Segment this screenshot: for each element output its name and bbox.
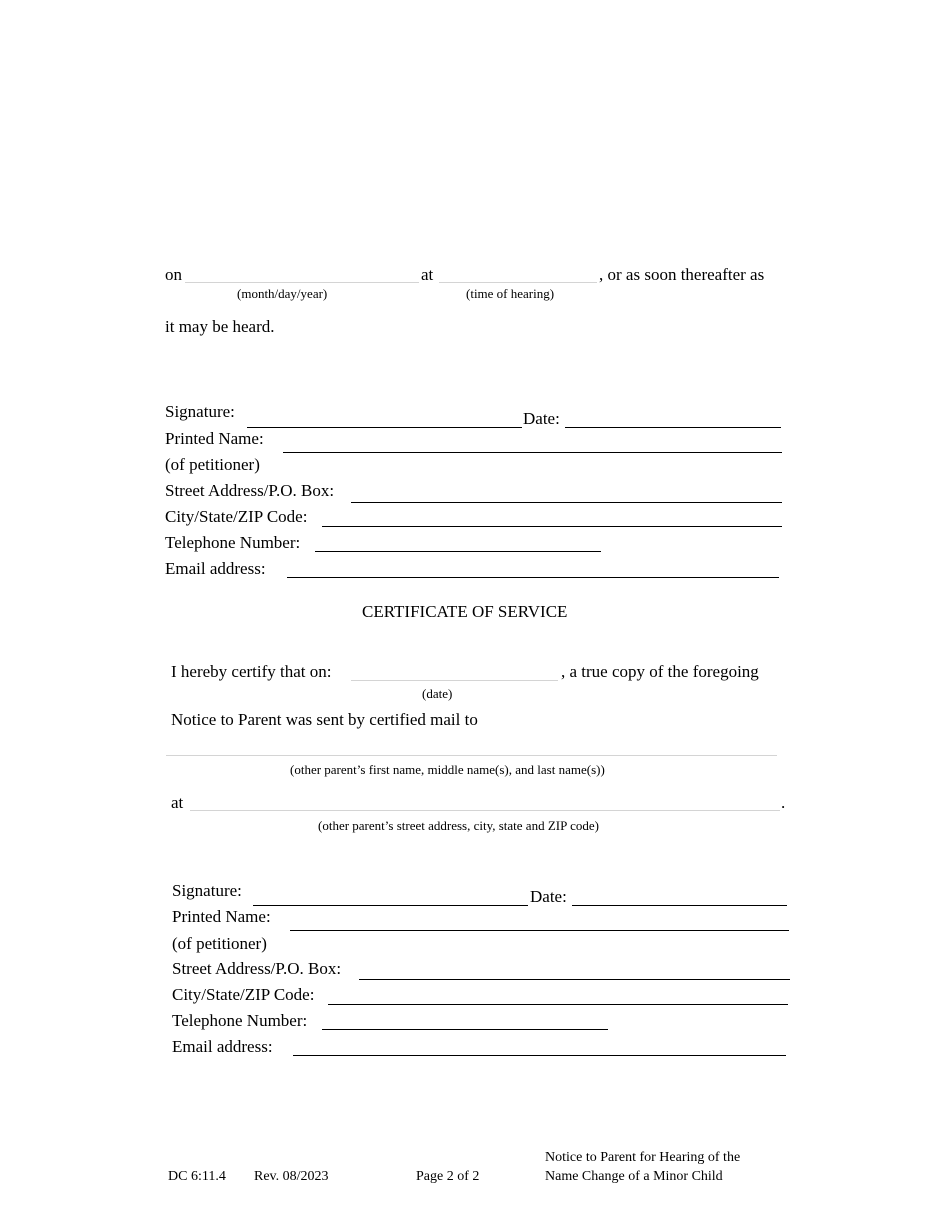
on-label: on — [165, 265, 182, 284]
telephone-label: Telephone Number: — [172, 1011, 308, 1030]
date-field[interactable] — [565, 427, 781, 428]
date-caption: (date) — [422, 686, 453, 701]
street-address-field[interactable] — [359, 979, 790, 980]
printed-name-label: Printed Name: — [172, 907, 271, 926]
certify-text: I hereby certify that on: — [171, 662, 332, 681]
signature-label: Signature: — [172, 881, 242, 900]
month-day-year-caption: (month/day/year) — [237, 286, 328, 301]
email-label: Email address: — [172, 1037, 273, 1056]
email-field[interactable] — [293, 1055, 786, 1056]
street-address-field[interactable] — [351, 502, 782, 503]
printed-name-field[interactable] — [290, 930, 789, 931]
email-field[interactable] — [287, 577, 779, 578]
hearing-date-field[interactable] — [185, 282, 419, 283]
date-field[interactable] — [572, 905, 787, 906]
service-date-field[interactable] — [351, 680, 558, 681]
revision-date: Rev. 08/2023 — [254, 1169, 329, 1184]
signature-field[interactable] — [247, 427, 522, 428]
other-parent-name-field[interactable] — [166, 755, 777, 756]
other-parent-address-caption: (other parent’s street address, city, state and ZIP code) — [318, 818, 599, 833]
true-copy-text: , a true copy of the foregoing — [561, 662, 759, 681]
at-label: at — [421, 265, 434, 284]
street-address-label: Street Address/P.O. Box: — [165, 481, 335, 500]
telephone-field[interactable] — [315, 551, 601, 552]
form-number: DC 6:11.4 — [168, 1169, 226, 1184]
city-state-zip-field[interactable] — [322, 526, 782, 527]
signature-label: Signature: — [165, 402, 235, 421]
of-petitioner-label: (of petitioner) — [172, 934, 267, 953]
telephone-field[interactable] — [322, 1029, 608, 1030]
other-parent-name-caption: (other parent’s first name, middle name(s), and last name(s)) — [290, 762, 605, 777]
of-petitioner-label: (of petitioner) — [165, 455, 260, 474]
printed-name-label: Printed Name: — [165, 429, 264, 448]
city-state-zip-label: City/State/ZIP Code: — [165, 507, 308, 526]
date-label: Date: — [523, 409, 560, 428]
hearing-tail-text: , or as soon thereafter as — [599, 265, 765, 284]
date-label: Date: — [530, 887, 567, 906]
city-state-zip-field[interactable] — [328, 1004, 788, 1005]
telephone-label: Telephone Number: — [165, 533, 301, 552]
printed-name-field[interactable] — [283, 452, 782, 453]
footer-title-line-2: Name Change of a Minor Child — [545, 1169, 723, 1184]
may-be-heard-text: it may be heard. — [165, 317, 275, 336]
certificate-heading: CERTIFICATE OF SERVICE — [362, 602, 568, 621]
address-period: . — [781, 793, 786, 812]
email-label: Email address: — [165, 559, 266, 578]
signature-field[interactable] — [253, 905, 528, 906]
other-parent-address-field[interactable] — [190, 810, 780, 811]
time-of-hearing-caption: (time of hearing) — [466, 286, 555, 301]
hearing-time-field[interactable] — [439, 282, 597, 283]
city-state-zip-label: City/State/ZIP Code: — [172, 985, 315, 1004]
notice-sent-text: Notice to Parent was sent by certified mail to — [171, 710, 478, 729]
at-label: at — [171, 793, 184, 812]
footer-title-line-1: Notice to Parent for Hearing of the — [545, 1150, 741, 1165]
page-number: Page 2 of 2 — [416, 1169, 480, 1184]
street-address-label: Street Address/P.O. Box: — [172, 959, 342, 978]
